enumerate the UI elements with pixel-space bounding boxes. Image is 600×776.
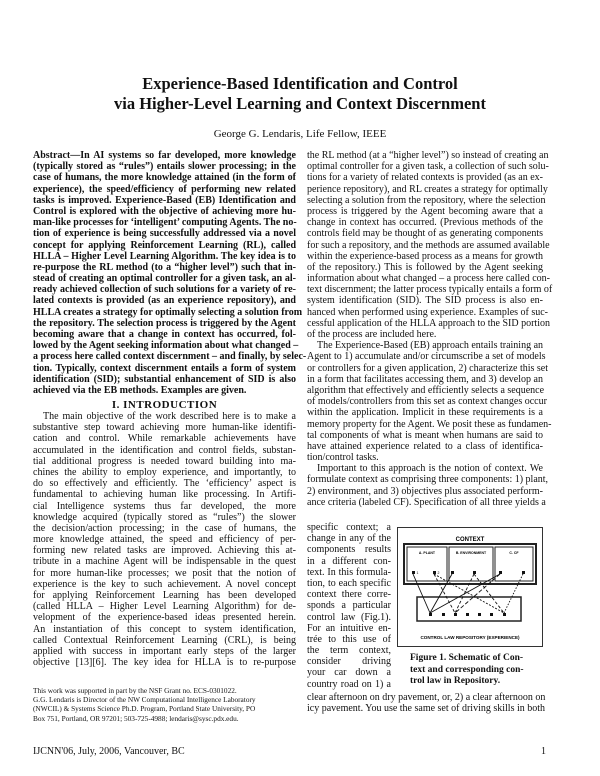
text-line: of the repository.) This is followed by the Agent seeking [307,261,543,273]
text-line: case of humans, the more knowledge attained (in the form of [33,172,296,184]
text-line: for more human-like processes; we posit that the notion of [33,567,296,579]
text-line: ance criteria (labeled CF). Specification of all three yields a [307,496,546,508]
page-number: 1 [541,746,546,757]
text-line: hanced when performed using experience. Examples of suc- [307,306,549,318]
text-line: components results [307,544,391,556]
text-line: the term context, [307,645,391,657]
text-line: Agent to 1) accumulate and/or circumscribe a set of models [307,351,546,363]
text-line: sponds a particular [307,600,391,612]
caption-line: Figure 1. Schematic of Con- [410,653,524,663]
text-line: change in context has occurred. (Previous methods of the [307,217,543,229]
environment-label: B. ENVIRONMENT [455,551,487,555]
text-line: have attained experience related to a class of identifica- [307,440,543,452]
text-line: selecting a solution from the repository, where the selection [307,194,546,206]
text-line: of the process are included here. [307,329,437,340]
text-line: controls field may be thought of as generating components [307,228,543,240]
text-line: tasks is improved. Experience-Based (EB) Identification and [33,194,296,206]
text-line: tal components of what is meant when humans are said to [307,429,543,441]
text-line: optimal controller for a given task, a collection of such solu- [307,161,549,173]
footnote-line: Box 751, Portland, OR 97201; 503-725-4988; lendaris@sysc.pdx.edu. [33,713,239,723]
text-line: in a form that facilitates accessing them, and 3) develop an [307,373,543,385]
text-line: for applying Reinforcement Learning has been developed [33,590,296,601]
text-line: information about what changed – a process here called con- [307,273,550,285]
text-line: specific context; a [307,522,391,533]
text-line: knowledge acquired (typically stored as “rules”) the slower [33,511,296,523]
text-line: within the experience-based process as a means for growth [307,250,543,262]
section-heading: I. INTRODUCTION [111,399,218,411]
figure-caption [410,653,535,688]
text-line: experience), the speed/efficiency of performing new related [33,183,296,195]
text-line: applied with success in important early steps of the larger [33,645,296,657]
text-line: The main objective of the work described here is to make a [43,411,296,422]
text-line: HLLA – Higher Level Learning Algorithm. The key idea is to [33,250,296,262]
repository-label: CONTROL LAW REPOSITORY (EXPERIENCE) [420,635,520,640]
figure-border [398,528,543,647]
text-line: lated contexts is provided (as an experience repository), and [33,295,296,307]
text-line: trée to this use of [307,633,391,645]
text-line: cessful application of the HLLA approach to the SID portion [307,317,550,329]
footnote-line: (NWCIL) & Systems Science Ph.D. Program, Portland State University, PO [33,704,256,714]
text-line: tribute in a machine Agent will be indispensable in the quest [33,556,296,568]
text-line: clear afternoon on dry pavement, or, 2) a clear afternoon on [307,692,546,703]
text-line: the repository. The selection process is triggered by the Agent [33,317,296,329]
text-line: Control is explored with the objective of achieving more hu- [33,205,296,217]
text-line: man-like processes for ‘intelligent’ computing Agents. The no- [33,217,297,229]
text-line: text discernment; the latter process typically entails a form of [307,284,553,296]
text-line: cial Intelligence systems thus far developed, the more [33,500,296,512]
text-line: or controllers for a given application, 2) characterize this set [307,362,549,374]
text-line: tial additional progress is needed toward building into ma- [33,455,296,467]
port-markers [412,571,525,574]
text-line: re-purpose the RL method (to a “higher level”) such that in- [33,261,296,273]
text-line: system identification (SID). The SID process is also en- [307,295,543,307]
text-line: memory property for the Agent. We posit these as fundamen- [307,418,552,430]
text-line: concept for applying Reinforcement Learning (RL), called [33,239,296,251]
right-column-text [307,150,553,508]
text-line: formulate context as comprising three components: 1) plant, [307,474,549,486]
context-label: CONTEXT [455,537,485,543]
author-line: George G. Lendaris, Life Fellow, IEEE [213,128,387,140]
port-label: 2 [437,571,440,575]
text-line: the decision/action processing; in the case of humans, the [33,522,296,534]
text-line: identification (SID); substantial enhancement of SID is also [33,373,296,385]
text-line: ready achieved collection of such solutions for a variety of re- [33,284,296,296]
text-line: substantive step toward achieving more human-like identifi- [33,422,296,434]
text-line: process is triggered by the Agent becoming aware that a [307,205,543,217]
text-line: control law (Fig.1). [307,611,391,623]
text-line: Important to this approach is the notion of context. We [317,463,543,475]
text-line: Abstract—In AI systems so far developed, more knowledge [33,150,296,161]
plant-label: A. PLANT [418,551,436,555]
right-column-bottom [307,692,546,715]
text-line: more knowledge attained, the speed and efficiency of per- [33,534,296,546]
text-line: tions for a variety of related contexts is provided (as an ex- [307,172,543,184]
text-line: The Experience-Based (EB) approach entails training an [317,340,544,352]
footnote [33,686,298,723]
text-line: experience is the key to such achievement. A novel concept [33,578,296,590]
text-line: perience repository), and RL creates a strategy for optimally [307,183,548,195]
text-line: tion of experience is being successfully addressed via a novel [33,228,296,240]
text-line: within the application. Implicit in these requirements is a [307,407,543,419]
text-line: lowed by the Agent seeking information about what changed – [33,340,299,352]
abstract [33,150,307,396]
text-line: country road on 1) a [307,678,391,690]
mapping-arrows [413,574,523,613]
control-law-markers [429,613,506,616]
text-line: HLLA creates a strategy for optimally selecting a solution from [33,306,303,318]
paper-title [0,74,600,114]
text-line: achieved via the EB methods. Examples are given. [33,384,247,396]
footnote-line: This work was supported in part by the NSF Grant no. ECS-0301022. [33,686,237,695]
introduction-section [33,398,296,668]
text-line: the RL method (at a “higher level”) so instead of creating an [307,150,549,161]
figure-1-schematic [397,527,543,647]
text-line: a process here called context discernment – and finally, by selec- [33,351,307,363]
text-line: For an intuitive en- [307,622,391,634]
context-box [404,544,536,584]
text-line: 2) environment, and 3) objectives plus associated perform- [307,485,543,497]
text-line: change in any of the [307,533,391,545]
text-line: stead of creating an optimal controller for a given task, an al- [33,273,296,285]
text-line: your car down a [307,667,391,679]
text-line: context there corre- [307,589,391,601]
title-line: Experience-Based Identification and Control [142,74,458,93]
text-line: becoming aware that a change in context has occurred, fol- [33,329,296,340]
text-line: forming new related tasks are improved. Achieving this at- [33,545,296,557]
text-line: chines the ability to employ experience, and importantly, to [33,466,296,478]
text-line: called Contextual Reinforcement Learning (CRL), is being [33,634,296,646]
port-label: 1 [416,571,419,575]
text-line: accumulated in the identification and control fields, substan- [33,444,296,456]
text-line: icy pavement. You use the same set of driving skills in both [307,703,546,715]
caption-line: text and corresponding con- [410,664,524,675]
wrapped-text [307,522,391,690]
text-line: do so effectively and efficiently. The ‘efficiency’ aspect is [33,478,296,490]
title-line: via Higher-Level Learning and Context Discernment [114,94,486,113]
introduction-body [33,411,296,668]
text-line: fundamental to achieving human like processing. In Artifi- [33,489,296,501]
text-line: algorithm that effectively and efficiently selects a sequence [307,384,545,396]
text-line: in a different con- [307,555,391,567]
cf-label: C. CF [509,551,519,555]
text-line: for such a repository, and the methods are assumed available [307,239,550,251]
text-line: (called HLLA – Higher Level Learning Algorithm) for de- [33,601,296,613]
text-line: text. In this formula- [307,566,391,578]
text-line: tion. Typically, context discernment entails a form of system [33,362,296,374]
text-line: consider driving [307,656,391,668]
text-line: of models/controllers from this set as context changes occur [307,396,547,408]
text-line: (typically stored as “rules”) entails slower processing; in the [33,161,296,173]
footnote-line: G.G. Lendaris is Director of the NW Computational Intelligence Laboratory [33,695,256,705]
caption-line: trol law in Repository. [410,676,501,686]
text-line: objective [13][6]. The key idea for HLLA is to re-purpose [33,657,296,669]
text-line: cation and control. While remarkable achievements have [33,433,296,445]
conference-footer: IJCNN'06, July, 2006, Vancouver, BC [33,746,185,757]
text-line: tion/control tasks. [307,452,379,464]
text-line: velopment of the experience-based ideas presented herein. [33,612,296,624]
text-line: An instantiation of this concept to system identification, [33,623,296,635]
text-line: tion, to each specific [307,577,391,589]
